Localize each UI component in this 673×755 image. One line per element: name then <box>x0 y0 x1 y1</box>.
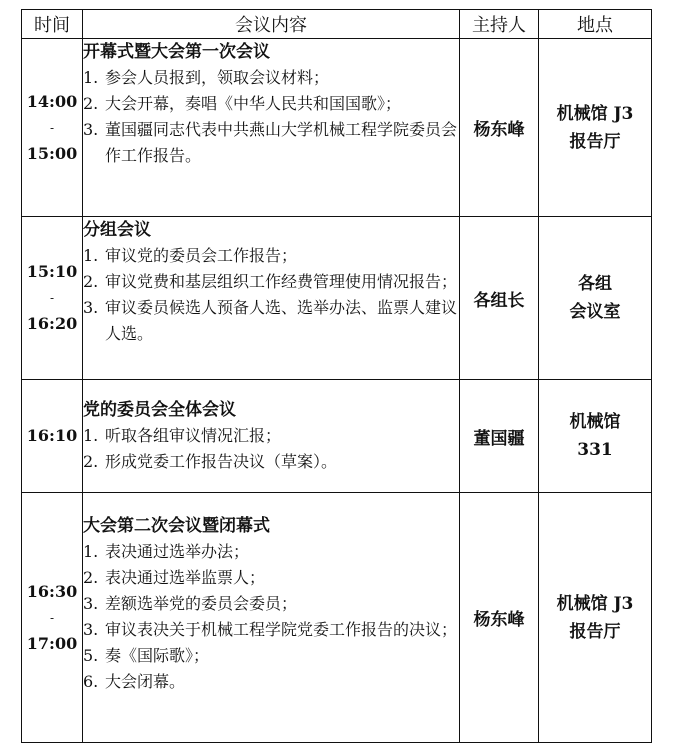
venue-cell <box>539 493 652 743</box>
session-title: 党的委员会全体会议 <box>83 400 236 420</box>
agenda-items <box>83 65 459 169</box>
content-cell <box>83 217 460 380</box>
agenda-table <box>21 9 652 743</box>
item-text: 大会开幕，奏唱《中华人民共和国国歌》； <box>105 94 402 113</box>
host-cell: 杨东峰 <box>460 493 539 743</box>
item-text: 审议党费和基层组织工作经费管理使用情况报告； <box>105 272 458 291</box>
list-item <box>83 117 459 169</box>
session-title: 分组会议 <box>83 220 151 240</box>
time-separator: - <box>49 120 55 135</box>
content-cell <box>83 380 460 493</box>
item-number: 2. <box>83 272 99 291</box>
table-row <box>22 217 652 380</box>
time-end: 15:00 <box>26 143 78 163</box>
time-cell <box>22 493 83 743</box>
item-number: 2. <box>83 452 99 471</box>
venue-line-2: 会议室 <box>569 302 621 322</box>
item-text: 审议委员候选人预备人选、选举办法、监票人建议人选。 <box>105 298 458 343</box>
venue-line-2: 331 <box>577 440 613 460</box>
venue-line-1: 机械馆 J3 <box>556 103 634 124</box>
list-item <box>83 449 459 475</box>
content-cell <box>83 493 460 743</box>
list-item <box>83 565 459 591</box>
item-text: 表决通过选举办法； <box>105 542 250 561</box>
list-item <box>83 423 459 449</box>
venue-line-2: 报告厅 <box>569 621 621 642</box>
item-text: 听取各组审议情况汇报； <box>105 426 282 445</box>
time-start: 15:10 <box>26 262 78 281</box>
item-number: 3. <box>83 298 99 317</box>
item-text: 差额选举党的委员会委员； <box>105 594 298 613</box>
host-cell: 杨东峰 <box>460 39 539 217</box>
time-start: 16:30 <box>26 581 78 601</box>
venue-cell <box>539 39 652 217</box>
item-text: 大会闭幕。 <box>105 672 186 691</box>
item-text: 审议党的委员会工作报告； <box>105 246 298 265</box>
item-number: 1. <box>83 542 99 561</box>
header-host: 主持人 <box>460 10 539 39</box>
item-number: 1. <box>83 68 99 87</box>
time-separator: - <box>49 291 55 305</box>
header-row <box>22 10 652 39</box>
venue-cell <box>539 217 652 380</box>
item-text: 审议表决关于机械工程学院党委工作报告的决议； <box>105 620 458 639</box>
session-title: 大会第二次会议暨闭幕式 <box>83 516 270 536</box>
list-item <box>83 243 459 269</box>
item-text: 形成党委工作报告决议（草案）。 <box>105 452 338 471</box>
time-start: 14:00 <box>26 91 78 111</box>
list-item <box>83 617 459 643</box>
agenda-items <box>83 539 459 695</box>
time-end: 16:20 <box>26 314 78 333</box>
venue-cell <box>539 380 652 493</box>
host-cell: 各组长 <box>460 217 539 380</box>
time-cell <box>22 217 83 380</box>
list-item <box>83 91 459 117</box>
time-start: 16:10 <box>26 426 78 445</box>
item-text: 奏《国际歌》； <box>105 646 210 665</box>
venue-line-1: 机械馆 J3 <box>556 593 634 614</box>
item-number: 1. <box>83 246 99 265</box>
venue-line-1: 各组 <box>578 274 612 294</box>
time-cell <box>22 380 83 493</box>
time-end: 17:00 <box>26 633 78 653</box>
list-item <box>83 643 459 669</box>
item-number: 3. <box>83 120 99 139</box>
list-item <box>83 65 459 91</box>
item-number: 1. <box>83 426 99 445</box>
item-number: 3. <box>83 620 99 639</box>
list-item <box>83 295 459 347</box>
session-title: 开幕式暨大会第一次会议 <box>83 42 270 62</box>
item-number: 2. <box>83 568 99 587</box>
venue-line-1: 机械馆 <box>569 412 621 432</box>
item-number: 3. <box>83 594 99 613</box>
table-row <box>22 380 652 493</box>
venue-line-2: 报告厅 <box>569 131 621 152</box>
header-time: 时间 <box>22 10 83 39</box>
header-venue: 地点 <box>539 10 652 39</box>
table-row <box>22 39 652 217</box>
list-item <box>83 669 459 695</box>
list-item <box>83 269 459 295</box>
item-number: 5. <box>83 646 99 665</box>
content-cell <box>83 39 460 217</box>
agenda-items <box>83 243 459 347</box>
agenda-items <box>83 423 459 475</box>
table-row <box>22 493 652 743</box>
item-number: 2. <box>83 94 99 113</box>
time-separator: - <box>49 610 55 625</box>
host-cell: 董国疆 <box>460 380 539 493</box>
header-content: 会议内容 <box>83 10 460 39</box>
list-item <box>83 591 459 617</box>
item-text: 董国疆同志代表中共燕山大学机械工程学院委员会作工作报告。 <box>105 120 458 165</box>
item-number: 6. <box>83 672 99 691</box>
item-text: 参会人员报到，领取会议材料； <box>105 68 330 87</box>
list-item <box>83 539 459 565</box>
time-cell <box>22 39 83 217</box>
item-text: 表决通过选举监票人； <box>105 568 266 587</box>
